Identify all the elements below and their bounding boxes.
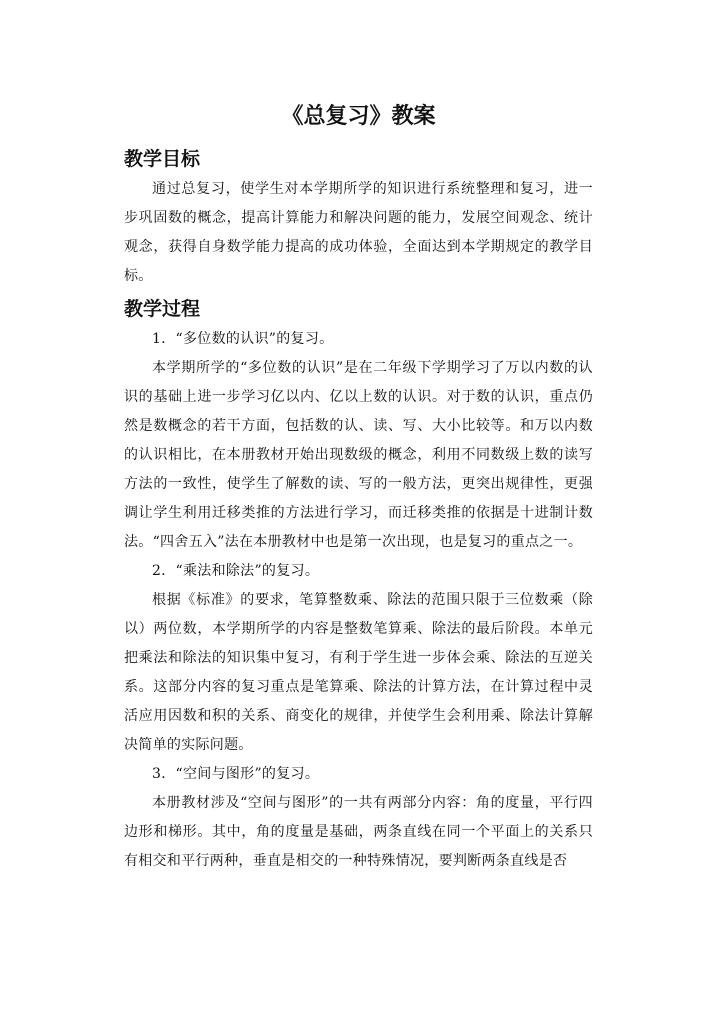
paragraph: 本学期所学的“多位数的认识”是在二年级下学期学习了万以内数的认识的基础上进一步学习亿以内、亿以上数的认识。对于数的认识，重点仍然是数概念的若干方面，包括数的认、读、写、大小比较等。和万以内数的认识相比，在本册教材开始出现数级的概念，利用不同数级上数的读写方法的一致性，使学生了解数的读、写的一般方法，更突出规律性，更强调让学生利用迁移类推的方法进行学习，而迁移类推的依据是十进制计数法。“四舍五入”法在本册教材中也是第一次出现，也是复习的重点之一。 bbox=[124, 360, 593, 550]
section-teaching-goals bbox=[124, 143, 593, 291]
section-teaching-process bbox=[124, 293, 593, 876]
document-title: 《总复习》教案 bbox=[281, 103, 436, 129]
paragraph: 本册教材涉及“空间与图形”的一共有两部分内容：角的度量，平行四边形和梯形。其中，角的度量是基础，两条直线在同一个平面上的关系只有相交和平行两种，垂直是相交的一种特殊情况，要判断两条直线是否 bbox=[124, 795, 593, 869]
subheading-item-2: 2．“乘法和除法”的复习。 bbox=[152, 563, 320, 579]
section-heading: 教学目标 bbox=[124, 148, 201, 170]
paragraph: 通过总复习，使学生对本学期所学的知识进行系统整理和复习，进一步巩固数的概念，提高计算能力和解决问题的能力，发展空间观念、统计观念，获得自身数学能力提高的成功体验，全面达到本学期规定的教学目标。 bbox=[124, 181, 593, 284]
subheading-item-3: 3．“空间与图形”的复习。 bbox=[152, 766, 320, 782]
subheading-item-1: 1．“多位数的认识”的复习。 bbox=[152, 331, 334, 347]
section-heading: 教学过程 bbox=[124, 298, 201, 320]
paragraph: 根据《标准》的要求，笔算整数乘、除法的范围只限于三位数乘（除以）两位数，本学期所学的内容是整数笔算乘、除法的最后阶段。本单元把乘法和除法的知识集中复习，有利于学生进一步体会乘、除法的互逆关系。这部分内容的复习重点是笔算乘、除法的计算方法，在计算过程中灵活应用因数和积的关系、商变化的规律，并使学生会利用乘、除法计算解决简单的实际问题。 bbox=[124, 592, 593, 753]
